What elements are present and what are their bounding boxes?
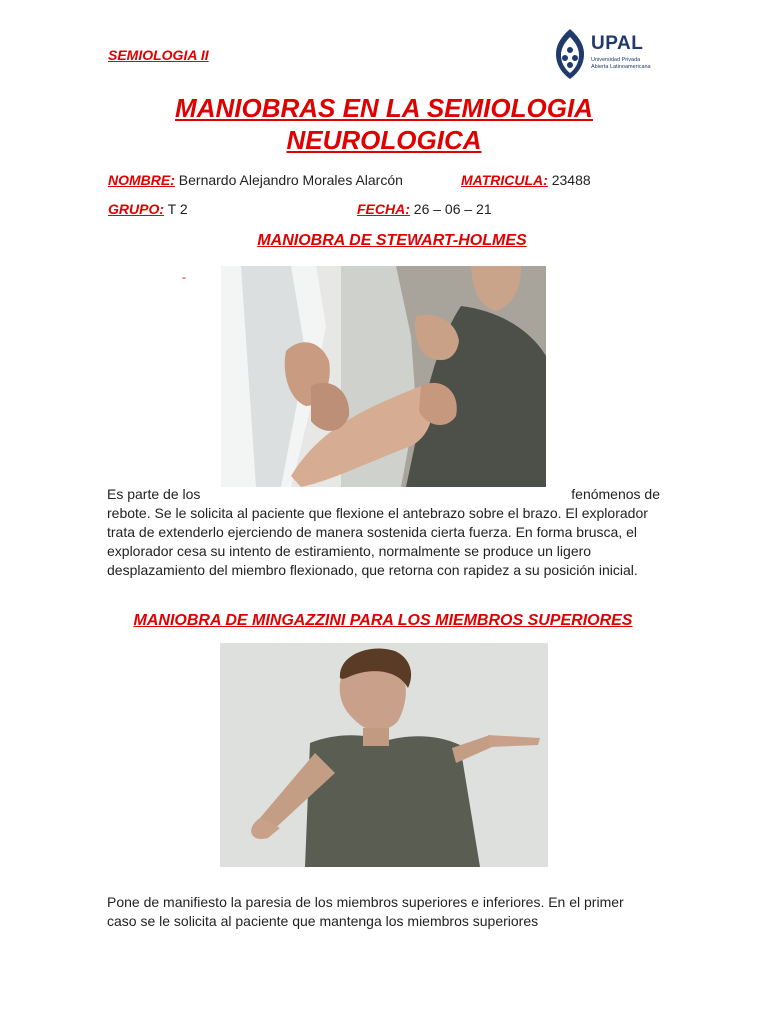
page-title-line2: NEUROLOGICA: [286, 125, 482, 155]
stewart-holmes-photo: [221, 266, 546, 487]
subject-label: SEMIOLOGIA II: [108, 47, 209, 63]
section-heading-mingazzini: MANIOBRA DE MINGAZZINI PARA LOS MIEMBROS SUPERIORES: [133, 612, 633, 629]
paragraph-first-line-right: fenómenos de: [571, 486, 660, 502]
paragraph-first-line-left: Es parte de los: [107, 486, 201, 502]
logo-name: UPAL: [591, 33, 644, 54]
fecha-value: 26 – 06 – 21: [409, 201, 492, 217]
fecha-label: FECHA:: [357, 201, 410, 217]
nombre-label: NOMBRE:: [108, 172, 175, 188]
nombre-value: Bernardo Alejandro Morales Alarcón: [174, 172, 403, 188]
logo-subtitle-line1: Universidad Privada: [591, 57, 641, 63]
page-title-line1: MANIOBRAS EN LA SEMIOLOGIA: [175, 93, 593, 123]
logo-subtitle-line2: Abierta Latinoamericana: [591, 64, 651, 70]
matricula-field: [461, 172, 591, 188]
grupo-value: T 2: [164, 201, 188, 217]
matricula-value: 23488: [547, 172, 591, 188]
logo-subtitle: [591, 57, 651, 71]
paragraph-first-line: [107, 485, 660, 504]
list-marker: -: [182, 270, 186, 284]
mingazzini-photo: [220, 643, 548, 867]
fecha-field: [357, 201, 492, 217]
stewart-holmes-paragraph: [107, 485, 660, 580]
page-title: [0, 92, 768, 156]
upal-logo: [553, 28, 665, 84]
section-heading-stewart-holmes: MANIOBRA DE STEWART-HOLMES: [257, 232, 527, 249]
paragraph-body: rebote. Se le solicita al paciente que flexione el antebrazo sobre el brazo. El explorador trata de extenderlo ejerciendo de manera sostenida cierta fuerza. En forma brusca, el explorador cesa su intento de estiramiento, normalmente se produce un ligero desplazamiento del miembro flexionado, que retorna con rapidez a su posición inicial.: [107, 505, 648, 578]
mingazzini-paragraph: Pone de manifiesto la paresia de los miembros superiores e inferiores. En el primer caso se le solicita al paciente que mantenga los miembros superiores: [107, 894, 624, 929]
nombre-field: [108, 172, 403, 188]
matricula-label: MATRICULA:: [461, 172, 548, 188]
grupo-label: GRUPO:: [108, 201, 164, 217]
university-crest-icon: [553, 28, 587, 80]
grupo-field: [108, 201, 188, 217]
